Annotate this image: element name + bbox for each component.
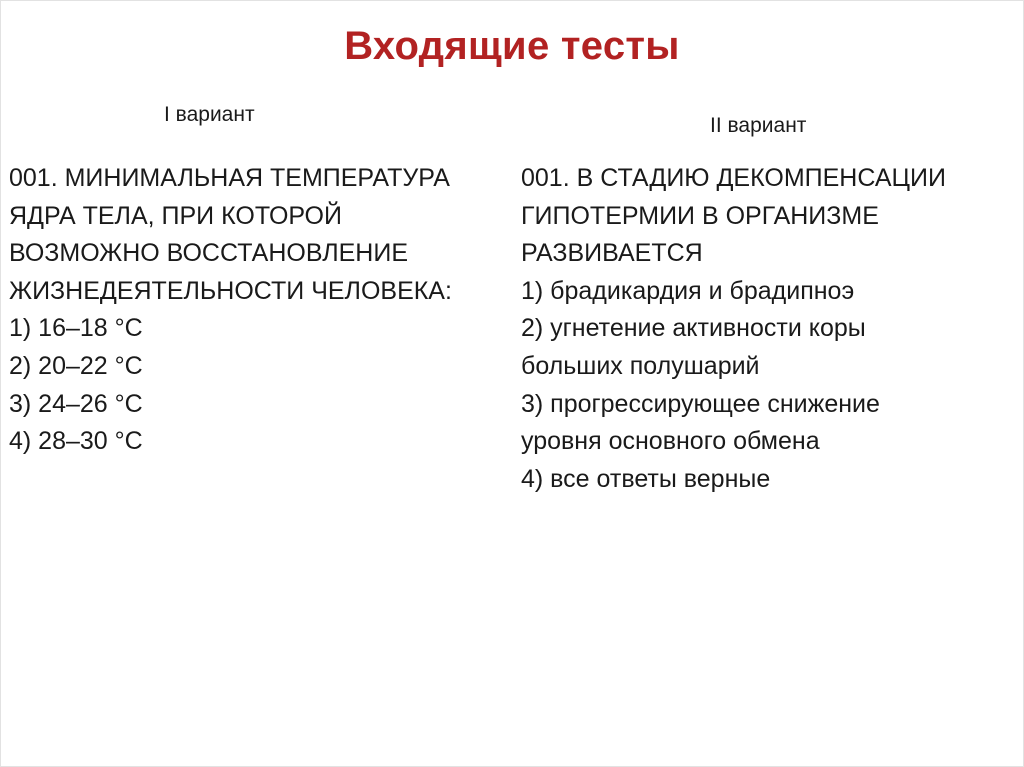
answer-option: 3) 24–26 °C xyxy=(9,389,143,418)
answer-option: 3) прогрессирующее снижение xyxy=(521,389,880,418)
answer-option-continued: уровня основного обмена xyxy=(521,427,820,456)
answer-option: 2) 20–22 °C xyxy=(9,351,143,380)
answer-option: 1) 16–18 °C xyxy=(9,314,143,343)
answer-option-continued: больших полушарий xyxy=(521,351,760,380)
answer-option: 4) все ответы верные xyxy=(521,464,771,493)
slide-title: Входящие тесты xyxy=(344,24,680,68)
question-line: 001. В СТАДИЮ ДЕКОМПЕНСАЦИИ xyxy=(521,164,946,192)
answer-option: 4) 28–30 °C xyxy=(9,427,143,456)
question-line: ЖИЗНЕДЕЯТЕЛЬНОСТИ ЧЕЛОВЕКА: xyxy=(9,276,452,305)
variant-2-label: II вариант xyxy=(710,114,807,137)
question-line: 001. МИНИМАЛЬНАЯ ТЕМПЕРАТУРА xyxy=(9,164,450,192)
variant-2-column xyxy=(521,160,1016,498)
question-line: ВОЗМОЖНО ВОССТАНОВЛЕНИЕ xyxy=(9,239,408,268)
variant-1-column xyxy=(9,160,504,461)
answer-option: 1) брадикардия и брадипноэ xyxy=(521,276,855,305)
answer-option: 2) угнетение активности коры xyxy=(521,314,866,343)
variant-1-label: I вариант xyxy=(164,103,255,126)
question-line: ГИПОТЕРМИИ В ОРГАНИЗМЕ xyxy=(521,201,879,230)
question-line: ЯДРА ТЕЛА, ПРИ КОТОРОЙ xyxy=(9,201,342,230)
question-line: РАЗВИВАЕТСЯ xyxy=(521,239,703,268)
